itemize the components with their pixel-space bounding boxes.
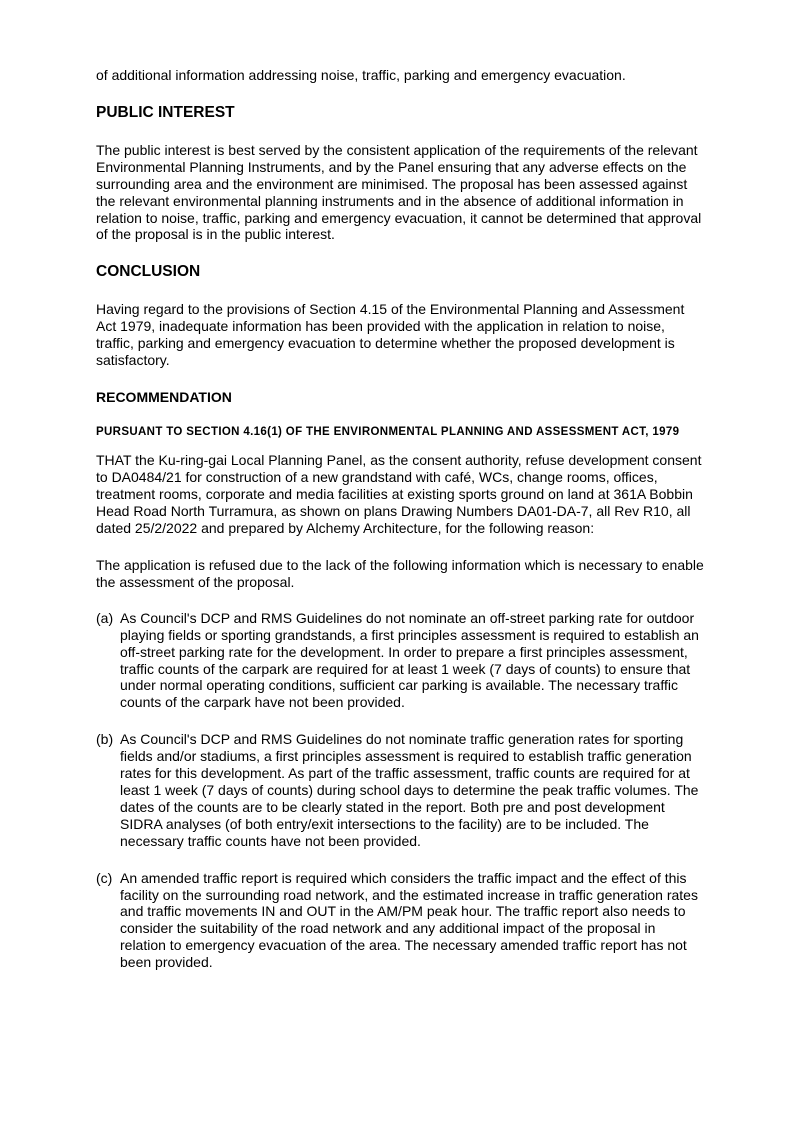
list-item	[96, 870, 704, 971]
list-item-marker: (c)	[96, 869, 113, 886]
intro-paragraph: of additional information addressing noise, traffic, parking and emergency evacuation.	[96, 67, 626, 83]
conclusion-paragraph: Having regard to the provisions of Section 4.15 of the Environmental Planning and Assessment Act 1979, inadequate information has been provided with the application in relation to noise, traffic, parking and emergency evacuation to determine whether the proposed development is satisfactory.	[96, 301, 685, 369]
refusal-reason-paragraph: The application is refused due to the lack of the following information which is necessary to enable the assessment of the proposal.	[96, 557, 704, 590]
conclusion-heading: CONCLUSION	[96, 263, 201, 281]
pursuant-heading: PURSUANT TO SECTION 4.16(1) OF THE ENVIRONMENTAL PLANNING AND ASSESSMENT ACT, 1979	[96, 425, 680, 438]
resolution-paragraph: THAT the Ku-ring-gai Local Planning Panel, as the consent authority, refuse development consent to DA0484/21 for construction of a new grandstand with café, WCs, change rooms, offices, treatment rooms, corporate and media facilities at existing sports ground on land at 361A Bobbin Head Road North Turramura, as shown on plans Drawing Numbers DA01-DA-7, all Rev R10, all dated 25/2/2022 and prepared by Alchemy Architecture, for the following reason:	[96, 452, 702, 537]
public-interest-paragraph: The public interest is best served by the consistent application of the requirements of the relevant Environmental Planning Instruments, and by the Panel ensuring that any adverse effects on the surrounding area and the environment are minimised. The proposal has been assessed against the relevant environmental planning instruments and in the absence of additional information in relation to noise, traffic, parking and emergency evacuation, it cannot be determined that approval of the proposal is in the public interest.	[96, 141, 702, 243]
recommendation-heading: RECOMMENDATION	[96, 388, 232, 405]
public-interest-heading: PUBLIC INTEREST	[96, 103, 235, 121]
reasons-list	[96, 610, 704, 971]
list-item	[96, 610, 704, 711]
list-item-text: An amended traffic report is required which considers the traffic impact and the effect of this facility on the surrounding road network, and the estimated increase in traffic generation rates and traffic movements IN and OUT in the AM/PM peak hour. The traffic report also needs to consider the suitability of the road network and any additional impact of the proposal in relation to emergency evacuation of the area. The necessary amended traffic report has not been provided.	[120, 869, 698, 971]
list-item-marker: (a)	[96, 609, 114, 626]
document-page	[96, 64, 704, 971]
list-item-text: As Council's DCP and RMS Guidelines do not nominate traffic generation rates for sporting fields and/or stadiums, a first principles assessment is required to establish traffic generation rates for this development. As part of the traffic assessment, traffic counts are required for at least 1 week (7 days of counts) during school days to determine the peak traffic volumes. The dates of the counts are to be clearly stated in the report. Both pre and post development SIDRA analyses (of both entry/exit intersections to the facility) are to be included. The necessary traffic counts have not been provided.	[120, 731, 699, 849]
list-item-marker: (b)	[96, 731, 114, 748]
list-item-text: As Council's DCP and RMS Guidelines do not nominate an off-street parking rate for outdoor playing fields or sporting grandstands, a first principles assessment is required to establish an off-street parking rate for the development. In order to prepare a first principles assessment, traffic counts of the carpark are required for at least 1 week (7 days of counts) to ensure that under normal operating conditions, sufficient car parking is available. The necessary traffic counts of the carpark have not been provided.	[120, 609, 699, 711]
list-item	[96, 731, 704, 849]
